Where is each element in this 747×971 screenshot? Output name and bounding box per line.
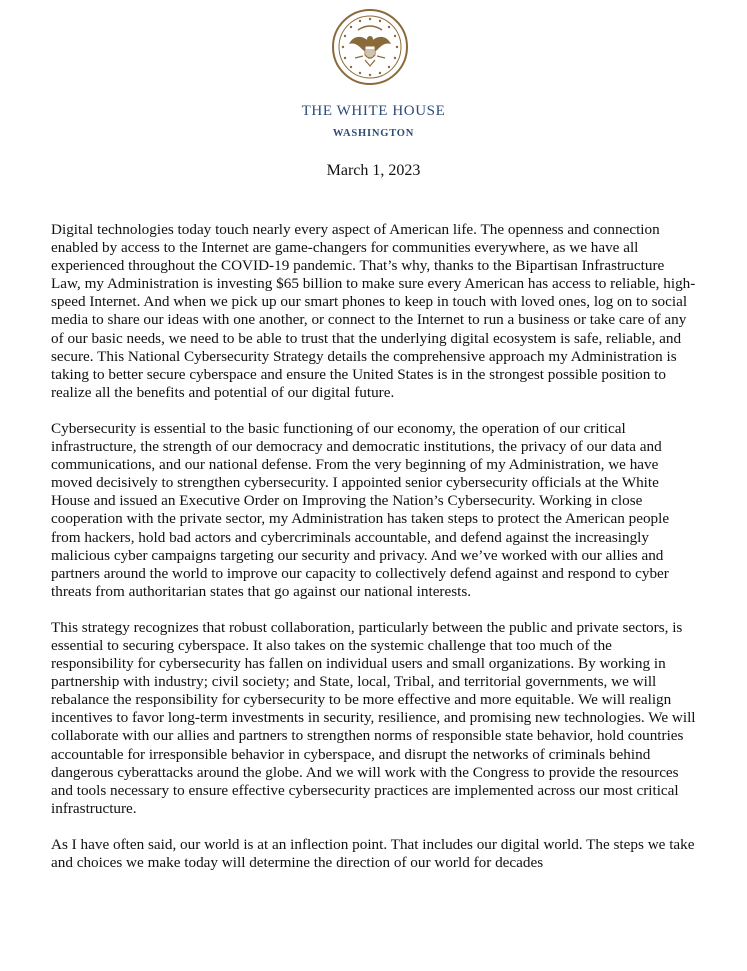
letter-body (51, 221, 697, 890)
organization-city: WASHINGTON (332, 128, 415, 139)
letter-date: March 1, 2023 (326, 162, 421, 179)
paragraph: Cybersecurity is essential to the basic functioning of our economy, the operation of our critical infrastructure, the strength of our democracy and democratic institutions, the privacy of our data and communications, and our national defense. From the very beginning of my Administration, we have moved decisively to strengthen cybersecurity. I appointed senior cybersecurity officials at the White House and issued an Executive Order on Improving the Nation’s Cybersecurity. Working in close cooperation with the private sector, my Administration has taken steps to protect the American people from hackers, hold bad actors and cybercriminals accountable, and defend against the increasingly malicious cyber campaigns targeting our security and privacy. And we’ve worked with our allies and partners around the world to improve our capacity to collectively defend against and respond to cyber threats from authoritarian states that go against our national interests. (51, 419, 670, 600)
organization-name: THE WHITE HOUSE (301, 103, 446, 119)
presidential-seal-icon (331, 8, 409, 86)
paragraph: This strategy recognizes that robust collaboration, particularly between the public and private sectors, is essential to securing cyberspace. It also takes on the systemic challenge that too much of the responsibility for cybersecurity has fallen on individual users and small organizations. By working in partnership with industry; civil society; and State, local, Tribal, and territorial governments, we will rebalance the responsibility for cybersecurity to be more effective and more equitable. We will realign incentives to favor long-term investments in security, resilience, and promising new technologies. We will collaborate with our allies and partners to strengthen norms of responsible state behavior, hold countries accountable for irresponsible behavior in cyberspace, and disrupt the networks of criminals behind dangerous cyberattacks around the globe. And we will work with the Congress to provide the resources and tools necessary to ensure effective cybersecurity practices are implemented across our most critical infrastructure. (51, 618, 696, 817)
paragraph: As I have often said, our world is at an inflection point. That includes our digital world. The steps we take and choices we make today will determine the direction of our world for decades (51, 835, 695, 871)
paragraph: Digital technologies today touch nearly every aspect of American life. The openness and connection enabled by access to the Internet are game-changers for communities everywhere, as we have all experienced throughout the COVID-19 pandemic. That’s why, thanks to the Bipartisan Infrastructure Law, my Administration is investing $65 billion to make sure every American has access to reliable, high-speed Internet. And when we pick up our smart phones to keep in touch with loved ones, log on to social media to share our ideas with one another, or connect to the Internet to run a business or take care of any of our basic needs, we need to be able to trust that the underlying digital ecosystem is safe, reliable, and secure. This National Cybersecurity Strategy details the comprehensive approach my Administration is taking to better secure cyberspace and ensure the United States is in the strongest possible position to realize all the benefits and potential of our digital future. (51, 221, 696, 401)
